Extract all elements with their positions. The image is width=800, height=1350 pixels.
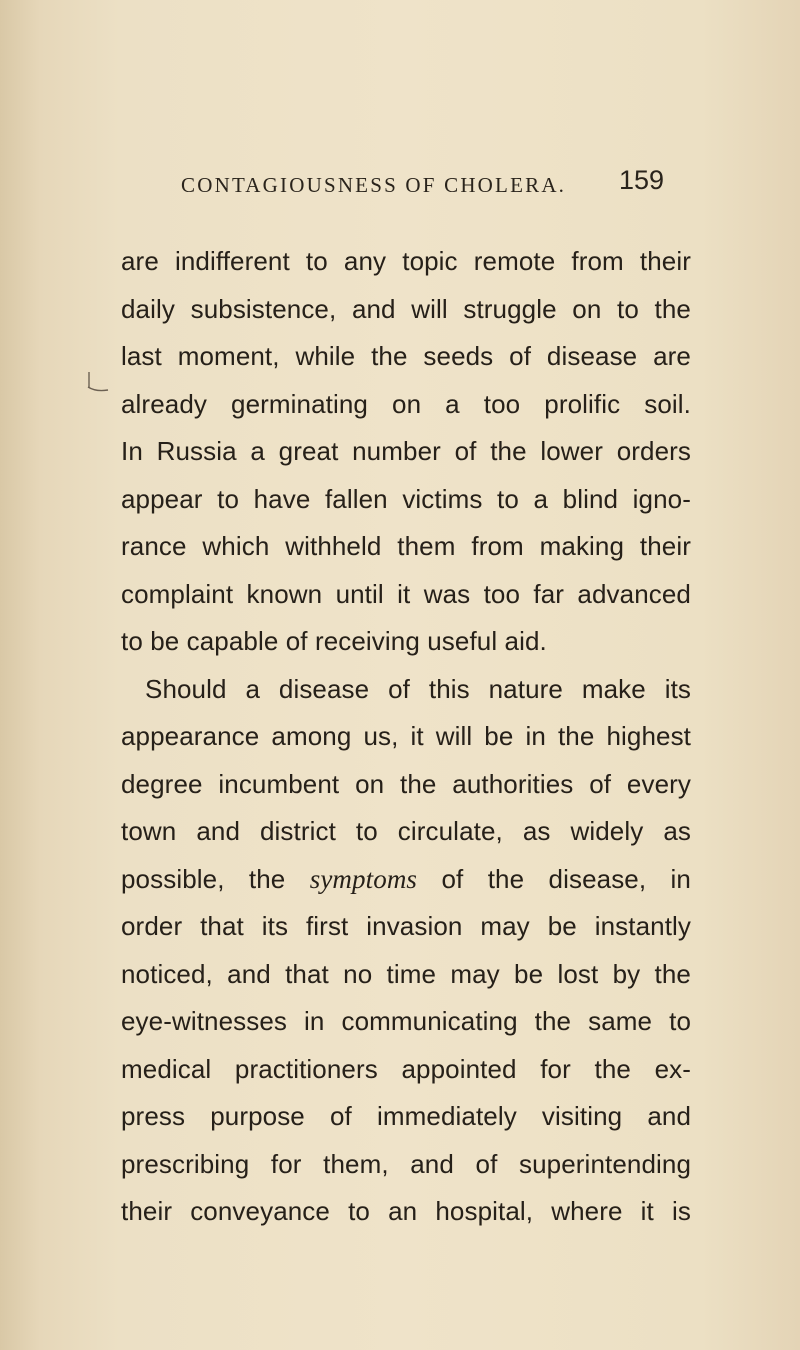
page-header: [0, 163, 800, 203]
text-line: medical practitioners appointed for the ex-: [121, 1053, 691, 1084]
text-line: prescribing for them, and of superintending: [121, 1148, 691, 1179]
paragraph-start-line: Should a disease of this nature make its: [145, 673, 691, 704]
text-line: eye-witnesses in communicating the same to: [121, 1006, 691, 1036]
text-line: appear to have fallen victims to a blind igno-: [121, 483, 691, 514]
italic-term: symptoms: [309, 863, 418, 894]
text-line: last moment, while the seeds of disease are: [121, 341, 691, 371]
text-line: already germinating on a too prolific soil.: [121, 388, 691, 419]
text-line: are indifferent to any topic remote from their: [121, 246, 691, 276]
running-head: CONTAGIOUSNESS OF CHOLERA.: [181, 173, 567, 197]
text-line: daily subsistence, and will struggle on to the: [121, 293, 691, 324]
text-line: complaint known until it was too far advanced: [121, 578, 691, 609]
page-number: 159: [619, 165, 665, 195]
text-line-with-italic: [121, 856, 691, 904]
text-segment: possible, the: [121, 863, 286, 894]
text-line: rance which withheld them from making their: [121, 531, 691, 561]
text-line: degree incumbent on the authorities of every: [121, 768, 691, 799]
text-line: their conveyance to an hospital, where it is: [121, 1196, 691, 1226]
text-line: appearance among us, it will be in the highest: [121, 721, 691, 751]
body-text: [121, 238, 691, 1236]
text-line: town and district to circulate, as widely as: [121, 816, 691, 846]
text-line: to be capable of receiving useful aid.: [121, 626, 547, 656]
text-segment: of the disease, in: [441, 863, 691, 894]
text-line: press purpose of immediately visiting and: [121, 1101, 691, 1131]
text-line: In Russia a great number of the lower orders: [121, 436, 691, 466]
text-line: order that its first invasion may be instantly: [121, 911, 691, 941]
text-line: noticed, and that no time may be lost by the: [121, 958, 691, 989]
marginal-pencil-mark: [86, 368, 122, 398]
